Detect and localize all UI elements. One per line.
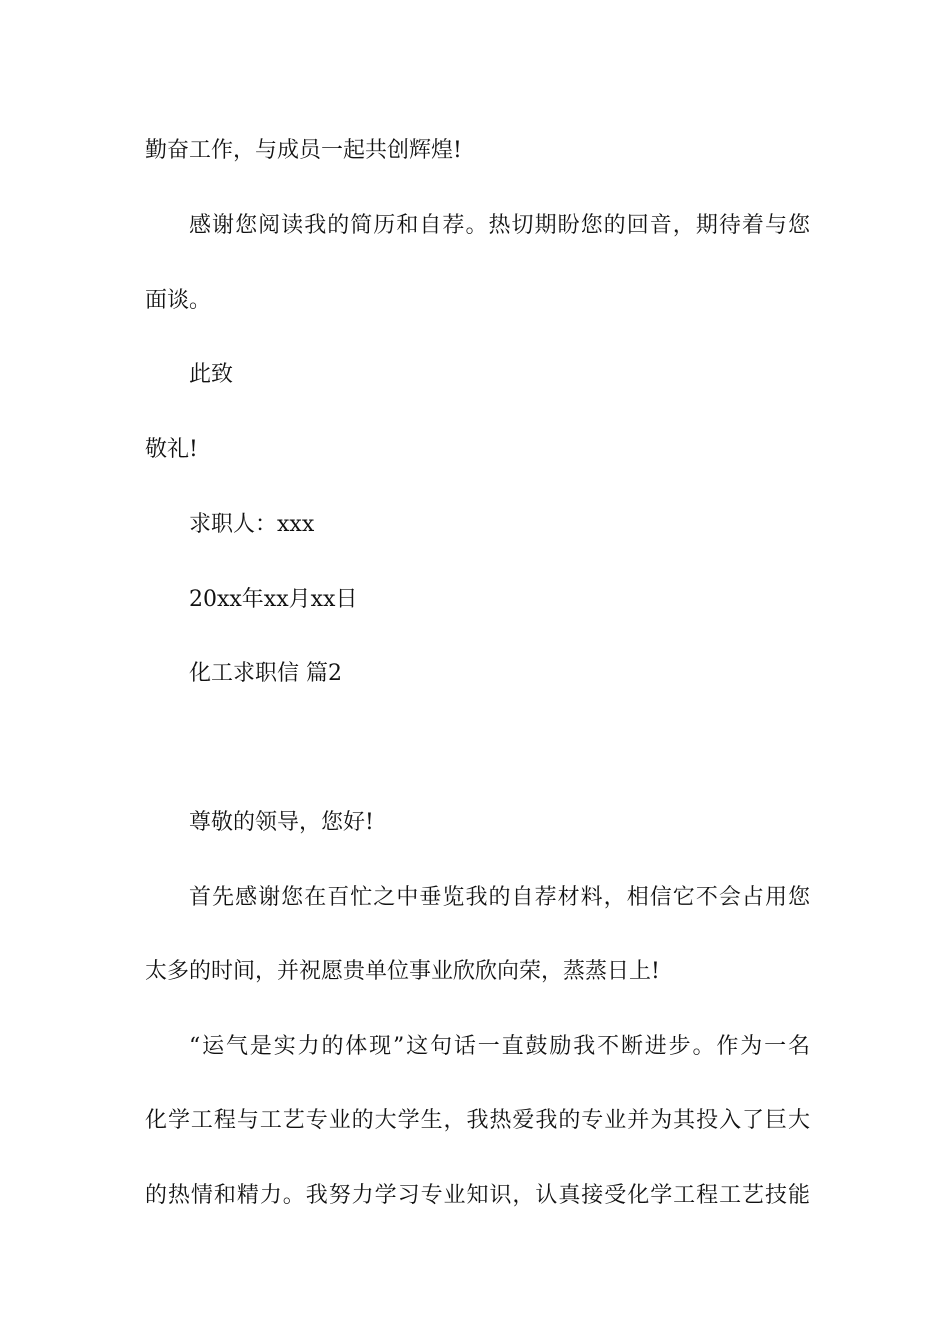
letter-date: 20xx年xx月xx日 xyxy=(189,587,358,612)
paragraph-line-intro-2: 太多的时间，并祝愿贵单位事业欣欣向荣，蒸蒸日上! xyxy=(145,959,660,984)
greeting: 尊敬的领导，您好! xyxy=(189,810,374,835)
paragraph-line-motto: “运气是实力的体现”这句话一直鼓励我不断进步。作为一名 xyxy=(189,1034,810,1059)
salutation-jingli: 敬礼! xyxy=(145,437,198,462)
paragraph-line-intro-1: 首先感谢您在百忙之中垂览我的自荐材料，相信它不会占用您 xyxy=(189,885,810,910)
paragraph-line-closing-work: 勤奋工作，与成员一起共创辉煌! xyxy=(145,138,462,163)
section-title: 化工求职信 篇2 xyxy=(189,661,342,686)
paragraph-line-major: 化学工程与工艺专业的大学生，我热爱我的专业并为其投入了巨大 xyxy=(145,1108,810,1133)
paragraph-line-interview: 面谈。 xyxy=(145,288,212,313)
paragraph-line-study: 的热情和精力。我努力学习专业知识，认真接受化学工程工艺技能 xyxy=(145,1183,810,1208)
applicant-name: 求职人：xxx xyxy=(189,512,315,537)
paragraph-line-thanks: 感谢您阅读我的简历和自荐。热切期盼您的回音，期待着与您 xyxy=(189,213,810,238)
salutation-cizhi: 此致 xyxy=(189,362,234,387)
